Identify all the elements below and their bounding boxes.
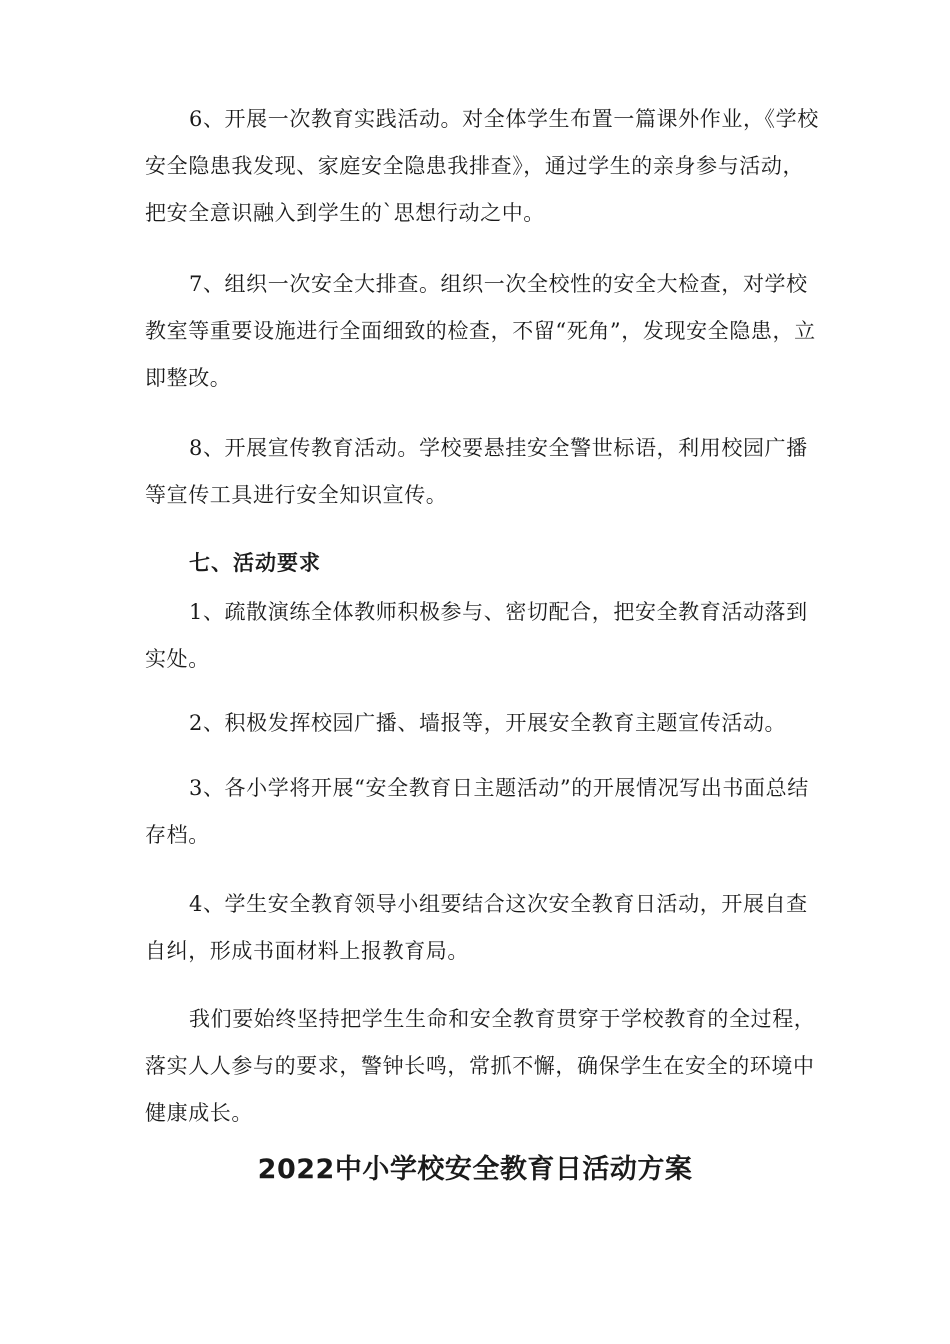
document-title: 2022中小学校安全教育日活动方案 xyxy=(257,1154,693,1185)
requirement-item-1: 1、疏散演练全体教师积极参与、密切配合，把安全教育活动落到实处。 xyxy=(145,600,808,671)
requirement-item-3: 3、各小学将开展“安全教育日主题活动”的开展情况写出书面总结存档。 xyxy=(145,776,809,847)
closing-paragraph: 我们要始终坚持把学生生命和安全教育贯穿于学校教育的全过程，落实人人参与的要求，警钟长鸣，常抓不懈，确保学生在安全的环境中健康成长。 xyxy=(145,1007,816,1125)
section-heading: 七、活动要求 xyxy=(189,551,321,575)
paragraph-item-8: 8、开展宣传教育活动。学校要悬挂安全警世标语，利用校园广播等宣传工具进行安全知识宣传。 xyxy=(145,436,808,507)
paragraph-item-7: 7、组织一次安全大排查。组织一次全校性的安全大检查，对学校教室等重要设施进行全面细致的检查，不留“死角”，发现安全隐患，立即整改。 xyxy=(145,272,816,390)
paragraph-item-6: 6、开展一次教育实践活动。对全体学生布置一篇课外作业，《学校安全隐患我发现、家庭安全隐患我排查》，通过学生的亲身参与活动，把安全意识融入到学生的`思想行动之中。 xyxy=(145,107,819,225)
requirement-item-2: 2、积极发挥校园广播、墙报等，开展安全教育主题宣传活动。 xyxy=(189,711,787,735)
requirement-item-4: 4、学生安全教育领导小组要结合这次安全教育日活动，开展自查自纠，形成书面材料上报教育局。 xyxy=(145,892,808,963)
